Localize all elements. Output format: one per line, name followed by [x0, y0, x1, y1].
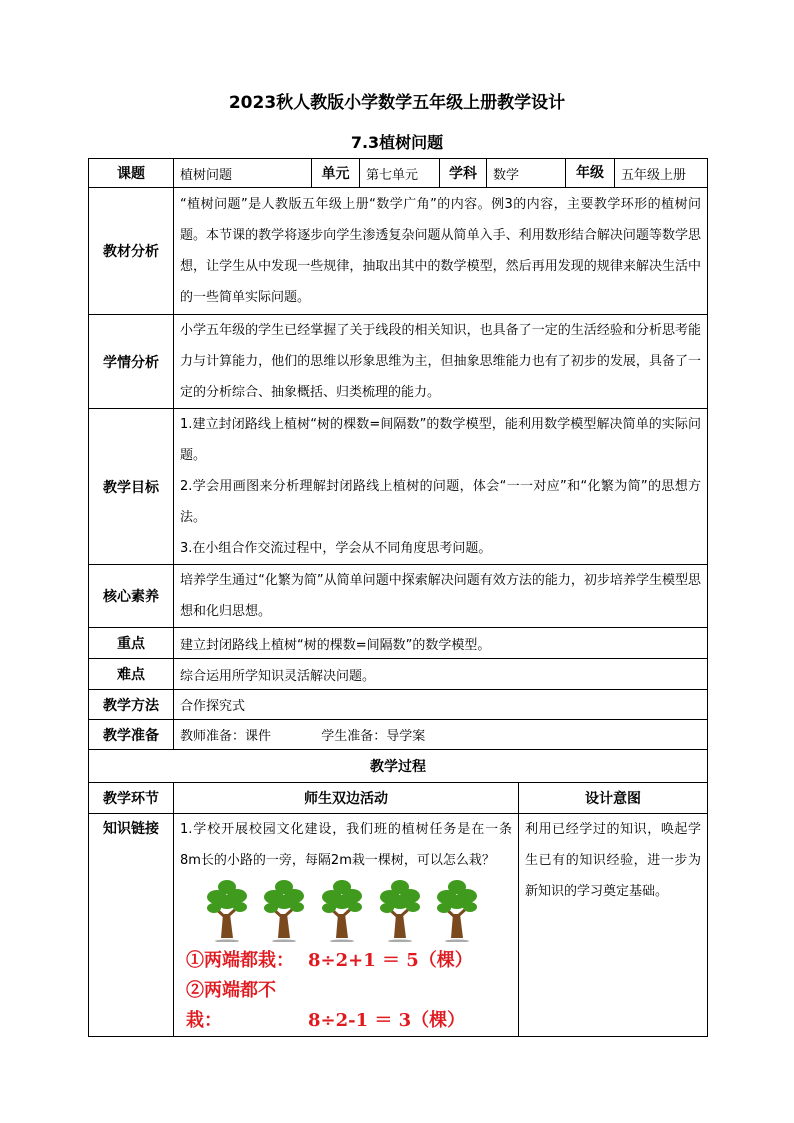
row1-activity — [174, 814, 519, 1037]
prep-label: 教学准备 — [89, 720, 174, 750]
goals-label: 教学目标 — [89, 409, 174, 565]
goals-cell — [174, 409, 708, 565]
grade-value: 五年级上册 — [621, 167, 687, 183]
difficult-row — [89, 659, 708, 690]
subject-value: 数学 — [487, 159, 566, 188]
students-label: 学情分析 — [89, 315, 174, 409]
method-label: 教学方法 — [89, 690, 174, 720]
material-text: “植树问题”是人教版五年级上册“数学广角”的内容。例3的内容，主要教学环形的植树问题。本节课的教学将逐步向学生渗透复杂问题从简单入手、利用数形结合解决问题等数学思想，让学生从中发现一些规律，抽取出其中的数学模型，然后再用发现的规律来解决生活中的一些简单实际问题。 — [174, 188, 708, 315]
key-row — [89, 628, 708, 659]
col-stage-label: 教学环节 — [89, 783, 174, 814]
goal-1: 1.建立封闭路线上植树“树的棵数=间隔数”的数学模型，能利用数学模型解决简单的实际问题。 — [180, 417, 702, 463]
process-header: 教学过程 — [89, 750, 708, 783]
core-text: 培养学生通过“化繁为简”从简单问题中探索解决问题有效方法的能力，初步培养学生模型思想和化归思想。 — [174, 565, 708, 628]
grade-cell — [566, 159, 708, 188]
col-activity-label: 师生双边活动 — [174, 783, 519, 814]
method-text: 合作探究式 — [174, 690, 708, 720]
unit-label: 单元 — [312, 159, 360, 188]
lesson-plan-table — [88, 158, 708, 1037]
tree-icon — [378, 878, 422, 946]
tree-row — [180, 876, 512, 946]
material-label: 教材分析 — [89, 188, 174, 315]
document-title: 2023秋人教版小学数学五年级上册教学设计 — [228, 93, 566, 113]
formula-2 — [180, 976, 512, 1036]
key-label: 重点 — [89, 628, 174, 659]
tree-icon — [262, 878, 306, 946]
goals-row — [89, 409, 708, 565]
goal-2: 2.学会用画图来分析理解封闭路线上植树的问题，体会“一一对应”和“化繁为简”的思想方法。 — [180, 479, 702, 525]
formula-2-label: ②两端都不栽： — [186, 980, 276, 1031]
difficult-label: 难点 — [89, 659, 174, 690]
prep-row — [89, 720, 708, 750]
process-row — [89, 814, 708, 1037]
topic-label: 课题 — [89, 159, 174, 188]
material-row — [89, 188, 708, 315]
row1-label: 知识链接 — [89, 814, 174, 1037]
unit-value: 第七单元 — [360, 159, 440, 188]
goal-3: 3.在小组合作交流过程中，学会从不同角度思考问题。 — [180, 541, 492, 556]
key-text: 建立封闭路线上植树“树的棵数=间隔数”的数学模型。 — [174, 628, 708, 659]
col-intent-label: 设计意图 — [519, 783, 708, 814]
lesson-title: 7.3植树问题 — [350, 133, 444, 152]
core-row — [89, 565, 708, 628]
prep-cell — [174, 720, 708, 750]
students-row — [89, 315, 708, 409]
row1-text: 1.学校开展校园文化建设，我们班的植树任务是在一条8m长的小路的一旁，每隔2m栽一棵树，可以怎么栽？ — [180, 822, 513, 868]
method-row — [89, 690, 708, 720]
difficult-text: 综合运用所学知识灵活解决问题。 — [174, 659, 708, 690]
info-row — [89, 159, 708, 188]
prep-student: 学生准备：导学案 — [321, 729, 426, 744]
grade-label: 年级 — [566, 159, 615, 187]
core-label: 核心素养 — [89, 565, 174, 628]
tree-icon — [435, 878, 479, 946]
tree-icon — [320, 878, 364, 946]
tree-icon — [205, 878, 249, 946]
process-header-row — [89, 750, 708, 783]
formula-2-expr: 8÷2-1 ＝ 3（棵） — [308, 1010, 466, 1031]
subject-label: 学科 — [440, 159, 487, 188]
formula-1-expr: 8÷2+1 ＝ 5（棵） — [308, 950, 473, 971]
topic-value: 植树问题 — [174, 159, 312, 188]
formula-1-label: ①两端都栽： — [186, 950, 294, 971]
process-columns-row — [89, 783, 708, 814]
students-text: 小学五年级的学生已经掌握了关于线段的相关知识，也具备了一定的生活经验和分析思考能力与计算能力，他们的思维以形象思维为主，但抽象思维能力也有了初步的发展，具备了一定的分析综合、抽象概括、归类梳理的能力。 — [174, 315, 708, 409]
prep-teacher: 教师准备：课件 — [180, 729, 272, 744]
row1-intent: 利用已经学过的知识，唤起学生已有的知识经验，进一步为新知识的学习奠定基础。 — [519, 814, 708, 1037]
formula-1 — [180, 946, 512, 976]
